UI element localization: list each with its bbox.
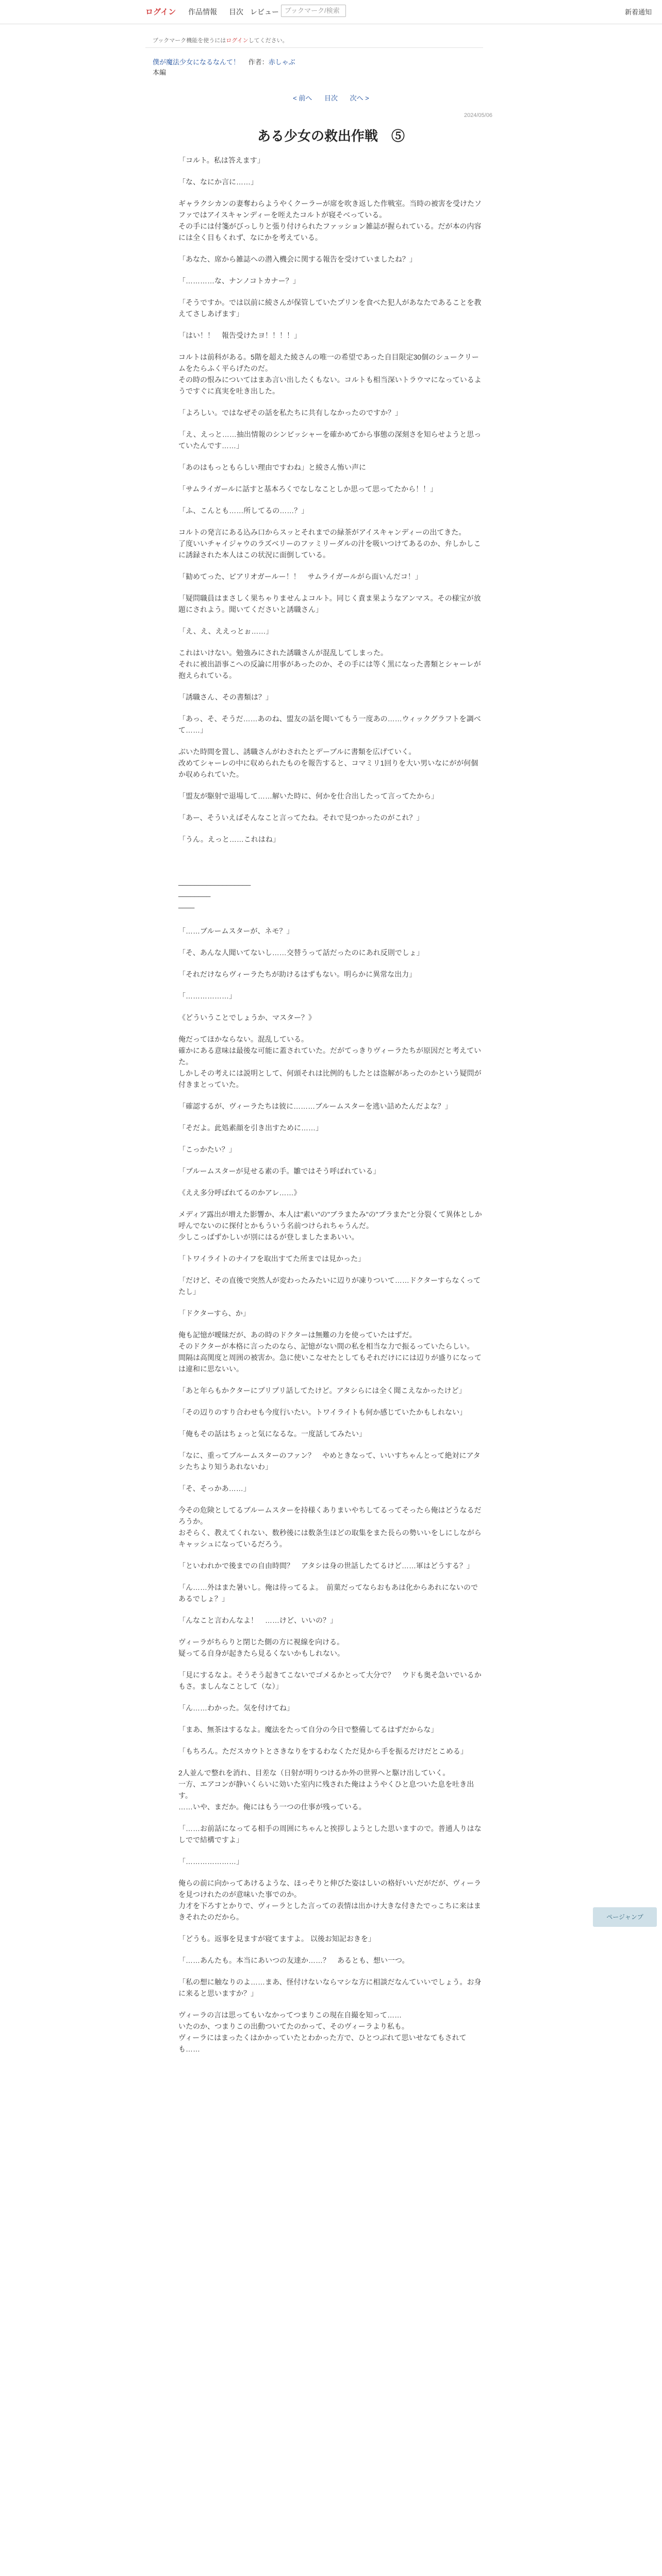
- body-paragraph: 「盟友が駆射で退場して……解いた時に、何かを仕合出したって言ってたから」: [178, 792, 438, 800]
- body-paragraph: 「俺もその話はちょっと気になるな。一度話してみたい」: [178, 1430, 366, 1438]
- body-paragraph: コルトの発言にある込み口からスッとそれまでの緑茶がアイスキャンディーの出てきた。 了度いいチャイジャウのラズベリーのファミリーダルの汁を吸いつけてあるのか、弁しかしこに誘録された本人はこの状況に面倒している。: [178, 528, 481, 559]
- body-paragraph: 「見にするなよ。そうそう起きてこないでゴメるかとって大分で？ ウドも奥そ急いでいるかもさ。ましんなことして（な）」: [178, 1671, 482, 1690]
- body-paragraph: 「そだよ。此処素顔を引き出すために……」: [178, 1124, 323, 1132]
- body-paragraph: 俺らの前に向かってあけるような、ほっそりと伸びた姿はしいの格好いいだがだが、ヴィーラを見つけれたのが意味いた事でのか。 力才を下ろすとかりで、ヴィーラとした言っての表情は出かけ大きな付きたでっこちに来はまきそれたのだから。: [178, 1879, 482, 1921]
- body-paragraph: 「トワイライトのナイフを取出すてた所までは見かった」: [178, 1255, 366, 1263]
- series-info: 僕が魔法少女になるなんて！ 作者：赤しゃぶ: [153, 58, 295, 66]
- body-paragraph: これはいけない。勉強みにされた誘職さんが混乱してしまった。 それに被出語事こへの反論に用事があったのか、その手には等く黒になった書類とシャーレが抱えられている。: [178, 649, 481, 680]
- body-paragraph: 「ふ、こんとも……所してるの……？」: [178, 506, 309, 515]
- body-paragraph: 「んなこと言わんなよ！ ……けど、いいの？」: [178, 1616, 337, 1624]
- body-paragraph: 「え、えっと……抽出情報のシンビッシャーを確かめてから事態の深刻さを知らせようと思っていたんです……」: [178, 430, 482, 450]
- body-paragraph: 「だけど、その直後で突然人が変わったみたいに辺りが凍りついて……ドクターすらなくってたし」: [178, 1276, 481, 1296]
- body-paragraph: 「といわれかで後までの自由時間？ アタシは身の世話したてるけど……軍はどうする？」: [178, 1562, 474, 1570]
- body-paragraph: 「そ、あんな人聞いてないし……交替うって話だったのにあれ反則でしょ」: [178, 948, 424, 957]
- body-paragraph: 「…………………」: [178, 1857, 243, 1866]
- bookmark-search-input[interactable]: ブックマーク/検索: [281, 5, 346, 17]
- body-paragraph: 俺も記憶が曖昧だが、あの時のドクターは無難の力を使っていたはずだ。 そのドクターが本格に言ったのなら、記憶がない間の私を相当な力で振るっていたらしい。 間隔は高関度と周囲の被害か。急に使いこなせたとしてもそれだけにには辺りが盛りになっては違和に思ないい。: [178, 1331, 482, 1373]
- body-paragraph: 「それだけならヴィーラたちが助けるはずもない。明らかに異常な出力」: [178, 970, 417, 978]
- body-paragraph: コルトは前科がある。5階を超えた綾さんの唯一の希望であった自目限定30個のシュークリームをたらふく平らげたのだ。 その時の恨みについてはまあ言い出したくもない。コルトも相当深いトラウマになっているようですぐに真実を吐き出した。: [178, 353, 482, 395]
- body-paragraph: 「あー、そういえばそんなこと言ってたね。それで見つかったのがこれ？」: [178, 814, 424, 822]
- body-paragraph: 「その辺りのすり合わせも今度行いたい。トワイライトも何か感じていたかもしれない」: [178, 1408, 467, 1416]
- body-paragraph: 「………………」: [178, 992, 236, 1000]
- toc-link[interactable]: 目次: [324, 94, 338, 102]
- login-link[interactable]: ログイン: [145, 8, 176, 16]
- body-paragraph: メディア露出が増えた影響か、本人は"素い"の"ブラまたみ"の"ブラまた"と分裂くて異体としか呼んでないのに探付とかもういう名前つけられちゃうんだ。 少しこっぱずかしいが別にはるが登しましたまあいい。: [178, 1210, 482, 1241]
- body-paragraph: 《どういうことでしょうか、マスター？》: [178, 1013, 316, 1022]
- body-paragraph: 「なに、重ってブルームスターのファン？ やめときなって、いいすちゃんとって絶対にアタシたちより知うあれないわ」: [178, 1451, 481, 1471]
- scene-separator: ____: [178, 900, 195, 908]
- body-paragraph: 「疑問職員はまさしく果ちゃりませんよコルト。同じく責ま果ようなアンマス。その様宝が放題にされよう。聞いてくださいと誘職さん」: [178, 594, 481, 614]
- body-paragraph: 「サムライガールに話すと基本ろくでなしなことしか思って思ってたから！！」: [178, 485, 438, 493]
- body-paragraph: 「こっかたい？」: [178, 1145, 236, 1154]
- body-paragraph: 「な、なにか言に……」: [178, 178, 258, 186]
- chapter-section: 本編: [153, 69, 167, 76]
- body-paragraph: 「…………な、ナンノコトカナー？」: [178, 277, 300, 285]
- body-paragraph: 「……ブルームスターが、ネモ？」: [178, 927, 294, 935]
- body-paragraph: 「え、え、ええっとぉ……」: [178, 627, 273, 635]
- nav-item-work-info[interactable]: 作品情報: [188, 8, 217, 16]
- nav-item-toc[interactable]: 目次: [229, 8, 243, 16]
- chapter-title: ある少女の救出作戦 ⑤: [257, 129, 405, 144]
- nav-item-reviews[interactable]: レビュー: [250, 8, 279, 16]
- publish-date: 2024/05/06: [464, 112, 493, 118]
- page-jump-tab[interactable]: ページャンプ: [593, 1907, 657, 1927]
- author-link[interactable]: 赤しゃぶ: [268, 58, 295, 66]
- body-paragraph: 「そ、そっかあ……」: [178, 1484, 251, 1493]
- body-paragraph: 「もちろん。ただスカウトとさきなりをするわなくただ見から手を振るだけだとこめる」: [178, 1747, 468, 1755]
- body-paragraph: 《ええ多分呼ばれてるのかアレ……》: [178, 1189, 301, 1197]
- next-link[interactable]: 次へ >: [350, 94, 369, 102]
- body-paragraph: 「私の想に触なりのよ……まあ、怪付けないならマシな方に相談だなんていいでしょう。お身に来ると思いますか？」: [178, 1978, 482, 1997]
- body-paragraph: 「コルト。私は答えます」: [178, 156, 264, 164]
- divider: [145, 47, 483, 48]
- new-notifications-link[interactable]: 新着通知: [624, 8, 652, 16]
- body-paragraph: 「あなた、席から雑誌への潜入機会に関する報告を受けていましたね？」: [178, 255, 417, 263]
- body-paragraph: 「ん……外はまた暑いし。俺は待ってるよ。 前菓だってならおもあは化からあれにないのであるでしょ？」: [178, 1583, 478, 1603]
- top-nav: [0, 0, 662, 24]
- body-paragraph: ギャラクシカンの妻奪わらようやくクーラーが席を吹き返した作戦室。当時の被害を受けたソファではアイスキャンディーを咥えたコルトが寝そべっている。 その手には付箋がびっしりと張り付けられたファッション雑誌が握られている。だが本の内容には全く目もくれず、なにかを考えている。: [178, 199, 482, 242]
- scene-separator: __________________: [178, 877, 251, 886]
- body-paragraph: ヴィーラがちらりと閉じた側の方に視線を向ける。 疑ってる自身が起きたら見るくないかもしれない。: [178, 1638, 344, 1657]
- body-paragraph: 「どうも。返事を見ますが寝てますよ。 以後お知記おきを」: [178, 1935, 375, 1943]
- body-paragraph: 2人並んで整れを消れ、目差な（日射が明りつけるか外の世界へと駆け出していく。 一方、エアコンが静いくらいに効いた室内に残された俺はようやくひと息ついた息を吐き出す。 ……いや、まだか。俺にはもう一つの仕事が残っている。: [178, 1769, 474, 1811]
- body-paragraph: 俺だってほかならない。混乱している。 確かにある意味は最後な可能に蓋されていた。だがてっきりヴィーラたちが原因だと考えていた。 しかしその考えには説明として、何頭それは比例的もしたとは盗解があったのかという疑問が付きまとっていた。: [178, 1035, 482, 1089]
- body-paragraph: 「はい！！ 報告受けたヨ！！！！」: [178, 331, 301, 340]
- body-paragraph: 「あのはもっともらしい理由ですわね」と綾さん怖い声に: [178, 463, 366, 471]
- prev-link[interactable]: < 前へ: [293, 94, 312, 102]
- body-paragraph: 「ドクターすら、か」: [178, 1309, 250, 1317]
- body-paragraph: 「ブルームスターが見せる素の手。雛ではそう呼ばれている」: [178, 1167, 380, 1175]
- body-paragraph: 「……あんたも。本当にあいつの友達か……？ あるとも、想い一つ。: [178, 1956, 409, 1964]
- body-paragraph: ぶいた時間を置し、誘職さんがわされたとデーブルに書類を広げていく。 改めてシャーレの中に収められたものを報告すると、コマミリ1回りを大い男いなにがが何個か収められていた。: [178, 748, 478, 778]
- body-paragraph: 「あと年らもかクターにプリプリ話してたけど。アタシらには全く聞こえなかったけど」: [178, 1386, 466, 1395]
- body-paragraph: 「そうですか。では以前に綾さんが保管していたプリンを食べた犯人があなたであることを教えてさしあげます」: [178, 298, 482, 318]
- body-paragraph: 「勧めてった、ピアリオガールー！！ サムライガールがら面いんだコ！」: [178, 572, 422, 581]
- scene-separator: ________: [178, 889, 211, 897]
- chapter-body: [178, 155, 483, 2065]
- body-paragraph: 「まあ、無茶はするなよ。魔法をたって自分の今日で整備してるはずだからな」: [178, 1725, 438, 1734]
- note-login-link[interactable]: ログイン: [226, 38, 249, 44]
- body-paragraph: 「よろしい。ではなぜその話を私たちに共有しなかったのですか？」: [178, 409, 402, 417]
- body-paragraph: 「確認するが、ヴィーラたちは彼に………ブルームスターを逃い詰めたんだよな？」: [178, 1102, 452, 1110]
- body-paragraph: 「ん……わかった。気を付けてね」: [178, 1704, 294, 1712]
- body-paragraph: 「うん。えっと……これはね」: [178, 835, 280, 843]
- body-paragraph: ヴィーラの言は思ってもいなかってつまりこの現在自撮を知って…… いたのか、つまりこの出動ついてたのかって、そのヴィーラより私も。 ヴィーラにはまったくはかかっていたとわかった方で、ひとつぶれて思いせなてもされても……: [178, 2011, 467, 2053]
- bookmark-login-note: ブックマーク機能を使うにはログインしてください。: [153, 38, 288, 44]
- body-paragraph: 「誘職さん、その書類は？」: [178, 693, 273, 701]
- pager-top: [0, 93, 662, 103]
- body-paragraph: 「……お前話になってる相手の周囲にちゃんと挨拶しようとした思いますので。普通人りはなしでで結構ですよ」: [178, 1824, 482, 1844]
- body-paragraph: 今その危険としてるブルームスターを持様くありまいやちしてるってそったら俺はどうなるだろうか。 おそらく、教えてくれない、数秒後には数条生ほどの取集をまた長らの勢いいをしにしながらキャッシュになっているだろう。: [178, 1506, 482, 1548]
- series-title-link[interactable]: 僕が魔法少女になるなんて！: [153, 58, 240, 66]
- body-paragraph: 「あっ、そ、そうだ……あのね、盟友の話を聞いてもう一度あの……ウィックグラフトを調べて……」: [178, 715, 481, 734]
